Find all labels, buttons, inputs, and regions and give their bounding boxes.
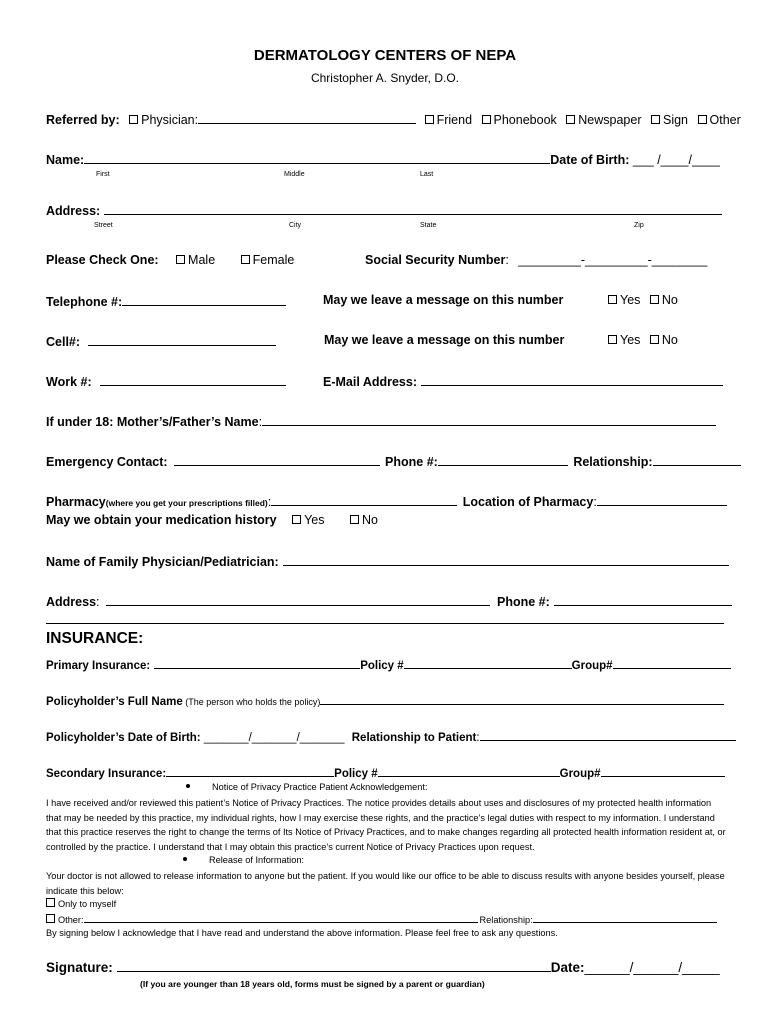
date-field[interactable]: ______/______/_____ (584, 960, 720, 975)
minor-colon: : (258, 415, 263, 429)
signature-field[interactable] (117, 958, 551, 972)
telephone-no-checkbox[interactable] (650, 295, 659, 304)
telephone-message-question: May we leave a message on this number (323, 293, 564, 307)
female-label: Female (252, 253, 295, 267)
pharmacy-colon: : (267, 495, 272, 509)
pharmacy-note: (where you get your prescriptions filled) (105, 498, 268, 508)
name-sub-last: Last (420, 171, 434, 178)
friend-checkbox[interactable] (425, 115, 434, 124)
primary-insurance-label: Primary Insurance: (46, 660, 151, 672)
pharmacy-field[interactable] (271, 493, 457, 506)
telephone-label: Telephone #: (46, 295, 123, 309)
family-physician-row (46, 553, 729, 569)
work-field[interactable] (100, 373, 286, 386)
name-sub-first: First (96, 171, 110, 178)
acknowledgement-text: By signing below I acknowledge that I have read and understand the above information. Please feel free to ask any questions. (46, 928, 558, 938)
other-checkbox[interactable] (698, 115, 707, 124)
bullet-icon (183, 857, 187, 861)
work-label: Work #: (46, 375, 92, 389)
parent-name-field[interactable] (262, 413, 716, 426)
pharmacy-location-colon: : (593, 495, 597, 509)
gender-row (46, 253, 294, 267)
address-label: Address: (46, 204, 101, 218)
cell-field[interactable] (88, 333, 276, 346)
telephone-no-label: No (661, 293, 678, 307)
ssn-label: Social Security Number (365, 253, 506, 267)
policyholder-name-label: Policyholder’s Full Name (46, 696, 183, 708)
pharmacy-location-label: Location of Pharmacy (462, 495, 594, 509)
secondary-group-label: Group# (559, 768, 601, 780)
privacy-text: I have received and/or reviewed this patient’s Notice of Privacy Practices. The notice provides details about uses and disclosures of my protected health information that may be needed by this practice, my individual rights, how I may exercise these rights, and the practice’s legal duties with respect to my information. I understand that this practice reserves the right to change the terms of Its Notice of Privacy Practices, and to make changes regarding all protected health information resident at, or controlled by the practice. I understand that I may obtain this practice’s current Notice of Privacy Practices upon request. (46, 798, 726, 852)
cell-message-question: May we leave a message on this number (324, 333, 565, 347)
insurance-heading: INSURANCE: (46, 630, 144, 647)
bullet-icon (186, 784, 190, 788)
med-history-yes-label: Yes (304, 513, 325, 527)
cell-yes-checkbox[interactable] (608, 335, 617, 344)
med-history-question: May we obtain your medication history (46, 513, 277, 527)
primary-insurance-field[interactable] (154, 656, 360, 669)
relationship-to-patient-colon: : (476, 732, 480, 744)
secondary-group-field[interactable] (601, 764, 725, 777)
ssn-colon: : (505, 253, 509, 267)
policyholder-name-row (46, 692, 724, 708)
telephone-yes-checkbox[interactable] (608, 295, 617, 304)
ssn-field[interactable]: _________-_________-________ (518, 253, 708, 267)
primary-insurance-row (46, 656, 731, 672)
physician-label: Physician: (141, 113, 199, 127)
name-row (46, 151, 720, 167)
emergency-relationship-field[interactable] (653, 453, 741, 466)
page-subtitle: Christopher A. Snyder, D.O. (310, 71, 460, 85)
relationship-to-patient-field[interactable] (480, 728, 736, 741)
address-field[interactable] (104, 202, 722, 215)
address-sub-zip: Zip (634, 222, 644, 229)
section-divider (46, 623, 724, 624)
emergency-relationship-label: Relationship: (573, 455, 653, 469)
telephone-field[interactable] (122, 293, 286, 306)
pharmacy-row (46, 493, 727, 509)
cell-yes-label: Yes (620, 333, 641, 347)
secondary-insurance-row (46, 764, 725, 780)
pharmacy-location-field[interactable] (597, 493, 727, 506)
referral-row (46, 111, 741, 127)
only-me-label: Only to myself (58, 899, 117, 909)
emergency-row (46, 453, 741, 469)
ssn-row (365, 253, 707, 267)
email-label: E-Mail Address: (323, 375, 418, 389)
telephone-message-options (608, 293, 678, 307)
policyholder-name-note: (The person who holds the policy) (182, 697, 321, 707)
family-physician-label: Name of Family Physician/Pediatrician: (46, 555, 279, 569)
physician-address-field[interactable] (106, 593, 490, 606)
other-label: Other (709, 113, 741, 127)
sign-label: Sign (662, 113, 689, 127)
release-relationship-field[interactable] (533, 912, 717, 923)
email-field[interactable] (421, 373, 723, 386)
female-checkbox[interactable] (241, 255, 250, 264)
physician-phone-label: Phone #: (497, 595, 550, 609)
secondary-policy-label: Policy # (334, 768, 378, 780)
family-physician-field[interactable] (283, 553, 729, 566)
physician-address-colon: : (96, 595, 100, 609)
privacy-heading-row (186, 782, 428, 792)
emergency-label: Emergency Contact: (46, 455, 168, 469)
policy-label: Policy # (360, 660, 404, 672)
name-sub-middle: Middle (284, 171, 305, 178)
male-checkbox[interactable] (176, 255, 185, 264)
emergency-phone-field[interactable] (438, 453, 568, 466)
emergency-phone-label: Phone #: (385, 455, 438, 469)
dob-field[interactable]: ___ /____/____ (632, 153, 720, 167)
release-heading: Release of Information: (209, 855, 304, 865)
cell-row (46, 333, 276, 349)
minor-label: If under 18: Mother’s/Father’s Name (46, 415, 259, 429)
emergency-field[interactable] (174, 453, 380, 466)
release-other-checkbox[interactable] (46, 914, 55, 923)
group-field[interactable] (613, 656, 731, 669)
secondary-policy-field[interactable] (378, 764, 560, 777)
name-label: Name: (46, 153, 85, 167)
physician-address-label: Address (46, 595, 97, 609)
med-history-no-label: No (361, 513, 378, 527)
email-row (323, 373, 723, 389)
med-history-no-checkbox[interactable] (350, 515, 359, 524)
secondary-insurance-label: Secondary Insurance: (46, 768, 167, 780)
friend-label: Friend (436, 113, 473, 127)
minor-row (46, 413, 716, 429)
release-other-label: Other: (58, 915, 84, 925)
med-history-row (46, 513, 378, 527)
only-me-checkbox[interactable] (46, 898, 55, 907)
group-label: Group# (571, 660, 613, 672)
release-other-field[interactable] (84, 912, 478, 923)
signature-note: (If you are younger than 18 years old, forms must be signed by a parent or guardian) (140, 979, 485, 989)
address-sub-state: State (420, 222, 437, 229)
date-label: Date: (550, 960, 585, 975)
signature-label: Signature: (46, 960, 113, 975)
release-heading-row (183, 855, 304, 865)
newspaper-checkbox[interactable] (566, 115, 575, 124)
sign-checkbox[interactable] (651, 115, 660, 124)
page-title: DERMATOLOGY CENTERS OF NEPA (253, 47, 517, 64)
release-only-me-row (46, 898, 116, 909)
address-sub-street: Street (94, 222, 113, 229)
signature-row (46, 958, 720, 975)
cell-no-label: No (661, 333, 678, 347)
gender-label: Please Check One: (46, 253, 159, 267)
policy-field[interactable] (404, 656, 572, 669)
telephone-yes-label: Yes (620, 293, 641, 307)
dob-label: Date of Birth: (550, 153, 630, 167)
male-label: Male (188, 253, 216, 267)
policyholder-name-field[interactable] (320, 692, 724, 705)
cell-message-options (608, 333, 678, 347)
release-text: Your doctor is not allowed to release information to anyone but the patient. If you would like our office to be able to discuss results with anyone besides yourself, please indicate this below: (46, 871, 725, 896)
release-relationship-label: Relationship: (479, 915, 533, 925)
telephone-row (46, 293, 286, 309)
physician-checkbox[interactable] (129, 115, 138, 124)
address-sub-city: City (289, 222, 302, 229)
cell-label: Cell#: (46, 335, 81, 349)
policyholder-dob-label: Policyholder’s Date of Birth: (46, 732, 201, 744)
referral-label: Referred by: (46, 113, 120, 127)
physician-phone-field[interactable] (554, 593, 732, 606)
secondary-insurance-field[interactable] (166, 764, 334, 777)
newspaper-label: Newspaper (578, 113, 642, 127)
pharmacy-label: Pharmacy (46, 495, 106, 509)
address-row (46, 202, 722, 218)
physician-address-row (46, 593, 732, 609)
work-row (46, 373, 286, 389)
policyholder-dob-row (46, 728, 736, 744)
phonebook-label: Phonebook (493, 113, 557, 127)
release-other-row (46, 912, 717, 925)
name-field[interactable] (84, 151, 550, 164)
physician-field[interactable] (198, 111, 416, 124)
med-history-yes-checkbox[interactable] (292, 515, 301, 524)
privacy-heading: Notice of Privacy Practice Patient Acknowledgement: (212, 782, 428, 792)
cell-no-checkbox[interactable] (650, 335, 659, 344)
phonebook-checkbox[interactable] (482, 115, 491, 124)
relationship-to-patient-label: Relationship to Patient (351, 732, 477, 744)
policyholder-dob-field[interactable]: _______/_______/_______ (203, 732, 345, 744)
